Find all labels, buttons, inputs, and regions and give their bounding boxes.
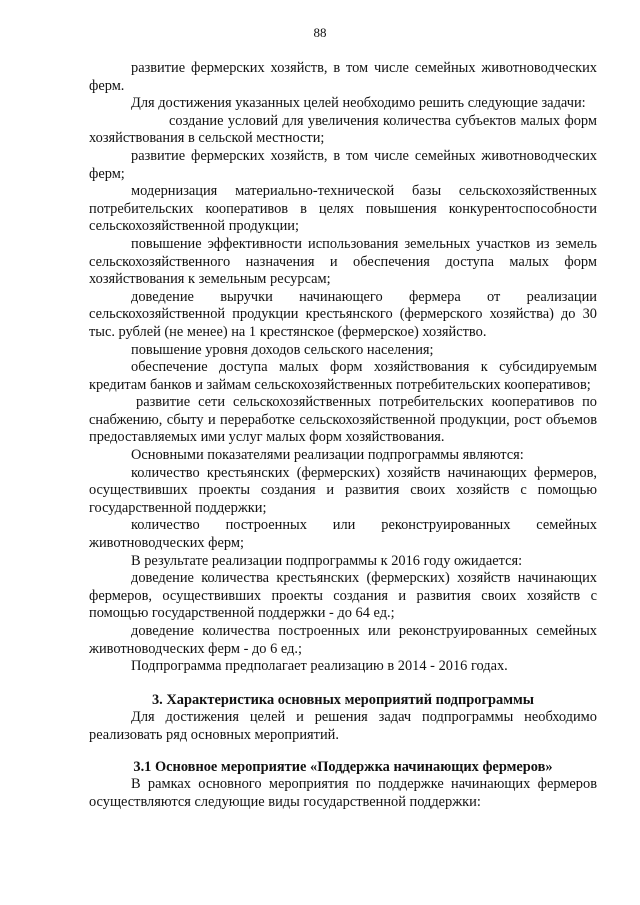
paragraph: развитие фермерских хозяйств, в том числе семейных животноводческих ферм; bbox=[89, 147, 597, 182]
paragraph: модернизация материально-технической базы сельскохозяйственных потребительских кооперативов в целях повышения конкурентоспособности сельскохозяйственной продукции; bbox=[89, 183, 597, 235]
paragraph: обеспечение доступа малых форм хозяйствования к субсидируемым кредитам банков и займам сельскохозяйственных потребительских кооперативов; bbox=[89, 359, 597, 393]
spacer bbox=[89, 676, 597, 692]
spacer bbox=[89, 745, 597, 759]
page-number: 88 bbox=[313, 25, 327, 40]
paragraph: повышение уровня доходов сельского населения; bbox=[131, 341, 434, 358]
paragraph: В результате реализации подпрограммы к 2016 году ожидается: bbox=[131, 552, 523, 569]
paragraph: Для достижения целей и решения задач подпрограммы необходимо реализовать ряд основных мероприятий. bbox=[89, 709, 597, 743]
paragraph: доведение выручки начинающего фермера от реализации сельскохозяйственной продукции крестьянского (фермерского хозяйства) до 30 тыс. рублей (не менее) на 1 крестянское (фермерское) хозяйство. bbox=[89, 288, 597, 340]
section-heading: 3. Характеристика основных мероприятий подпрограммы bbox=[151, 691, 535, 708]
paragraph: развитие сети сельскохозяйственных потребительских кооперативов по снабжению, сбыту и переработке сельскохозяйственной продукции, рост объемов предоставляемых ими услуг малых форм хозяйствования. bbox=[89, 394, 597, 446]
document-body bbox=[89, 60, 597, 811]
paragraph: Подпрограмма предполагает реализацию в 2014 - 2016 годах. bbox=[131, 658, 508, 675]
paragraph: создание условий для увеличения количества субъектов малых форм хозяйствования в сельской местности; bbox=[89, 112, 597, 147]
section-heading: 3.1 Основное мероприятие «Поддержка начинающих фермеров» bbox=[133, 758, 553, 775]
paragraph: В рамках основного мероприятия по поддержке начинающих фермеров осуществляются следующие виды государственной поддержки: bbox=[89, 776, 597, 810]
paragraph: доведение количества построенных или реконструированных семейных животноводческих ферм - до 6 ед.; bbox=[89, 623, 597, 657]
paragraph: Основными показателями реализации подпрограммы являются: bbox=[131, 447, 524, 464]
paragraph: количество построенных или реконструированных семейных животноводческих ферм; bbox=[89, 517, 597, 552]
paragraph: количество крестьянских (фермерских) хозяйств начинающих фермеров, осуществивших проекты создания и развития своих хозяйств с помощью государственной поддержки; bbox=[89, 464, 597, 516]
paragraph: развитие фермерских хозяйств, в том числе семейных животноводческих ферм. bbox=[89, 60, 597, 94]
paragraph: повышение эффективности использования земельных участков из земель сельскохозяйственного назначения и обеспечения доступа малых форм хозяйствования к земельным ресурсам; bbox=[89, 235, 597, 288]
paragraph: Для достижения указанных целей необходимо решить следующие задачи: bbox=[131, 95, 586, 112]
paragraph: доведение количества крестьянских (фермерских) хозяйств начинающих фермеров, осуществивших проекты создания и развития своих хозяйств с помощью государственной поддержки - до 64 ед.; bbox=[89, 570, 597, 622]
